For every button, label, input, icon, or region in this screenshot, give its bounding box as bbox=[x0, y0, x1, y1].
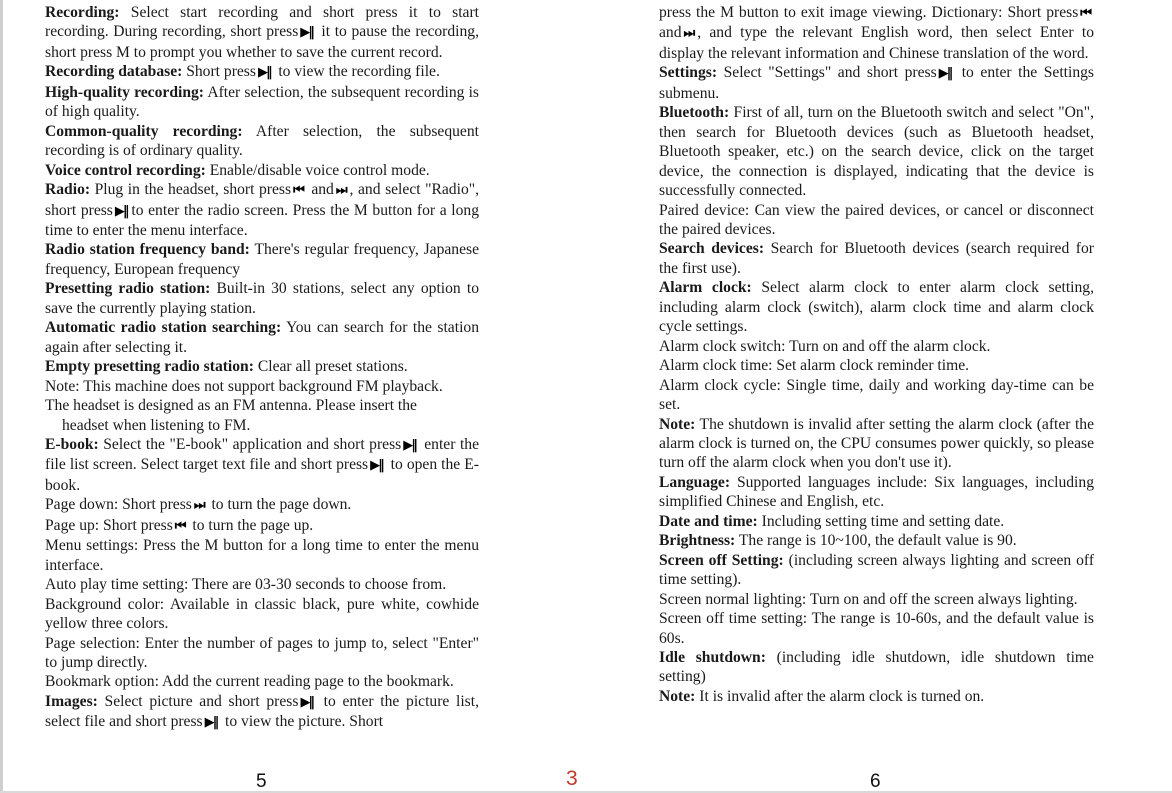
page-left-edge bbox=[0, 0, 3, 793]
language-paragraph: Language: Supported languages include: Six languages, including simplified Chinese and English, etc. bbox=[659, 473, 1094, 511]
antenna-note-continued: headset when listening to FM. bbox=[62, 416, 251, 434]
search-devices-paragraph: Search devices: Search for Bluetooth devices (search required for the first use). bbox=[659, 240, 1094, 277]
page-number-center: 3 bbox=[566, 767, 578, 790]
empty-preset-paragraph: Empty presetting radio station: Clear all preset stations. bbox=[45, 358, 408, 376]
play-pause-icon: ▶‖ bbox=[300, 25, 313, 41]
alarm-cycle-paragraph: Alarm clock cycle: Single time, daily and working day-time can be set. bbox=[659, 376, 1094, 414]
play-pause-icon: ▶‖ bbox=[403, 437, 416, 453]
brightness-paragraph: Brightness: The range is 10~100, the default value is 90. bbox=[659, 532, 1017, 550]
idle-shutdown-paragraph: Idle shutdown: (including idle shutdown, idle shutdown time setting) bbox=[659, 648, 1094, 686]
previous-icon: ⏮ bbox=[293, 183, 303, 199]
images-continued-paragraph: press the M button to exit image viewing. Dictionary: Short press ⏮and ⏭ , and type the relevant English word, then select Enter to display the relevant information and Chinese translation of the word. bbox=[659, 4, 1094, 62]
screen-off-paragraph: Screen off Setting: (including screen always lighting and screen off time setting). bbox=[659, 551, 1095, 589]
background-color-paragraph: Background color: Available in classic black, pure white, cowhide yellow three colors. bbox=[45, 595, 479, 633]
play-pause-icon: ▶‖ bbox=[114, 203, 128, 219]
previous-icon: ⏮ bbox=[1080, 6, 1090, 21]
settings-paragraph: Settings: Select "Settings" and short press ▶‖ to enter the Settings submenu. bbox=[659, 64, 1094, 102]
previous-icon: ⏮ bbox=[174, 518, 185, 534]
screen-normal-paragraph: Screen normal lighting: Turn on and off the screen always lighting. bbox=[659, 590, 1078, 608]
auto-search-paragraph: Automatic radio station searching: You can search for the station again after selecting it. bbox=[45, 319, 479, 356]
play-pause-icon: ▶‖ bbox=[257, 65, 271, 81]
page-down-paragraph: Page down: Short press ⏭ to turn the page down. bbox=[45, 495, 479, 515]
antenna-note-paragraph: The headset is designed as an FM antenna. Please insert the bbox=[45, 397, 417, 415]
play-pause-icon: ▶‖ bbox=[938, 66, 952, 82]
right-column bbox=[659, 3, 1094, 706]
alarm-time-paragraph: Alarm clock time: Set alarm clock reminder time. bbox=[659, 357, 970, 375]
next-icon: ⏭ bbox=[193, 498, 204, 514]
page-number-left: 5 bbox=[256, 771, 267, 792]
alarm-switch-paragraph: Alarm clock switch: Turn on and off the alarm clock. bbox=[659, 337, 991, 355]
next-icon: ⏭ bbox=[683, 26, 694, 42]
play-pause-icon: ▶‖ bbox=[370, 458, 383, 474]
paired-device-paragraph: Paired device: Can view the paired devices, or cancel or disconnect the paired devices. bbox=[659, 201, 1094, 238]
play-pause-icon: ▶‖ bbox=[204, 715, 218, 731]
presetting-paragraph: Presetting radio station: Built-in 30 stations, select any option to save the currently playing station. bbox=[45, 280, 479, 317]
recording-paragraph: Recording: Select start recording and short press it to start recording. During recording, short press ▶‖ it to pause the recording, short press M to prompt you whether to save the current record. bbox=[45, 4, 479, 61]
alarm-note-paragraph: Note: The shutdown is invalid after setting the alarm clock (after the alarm clock is turned on, the CPU consumes power quickly, so please turn off the alarm clock when you don't use it). bbox=[659, 415, 1094, 472]
voice-recording-paragraph: Voice control recording: Enable/disable voice control mode. bbox=[45, 161, 430, 179]
date-time-paragraph: Date and time: Including setting time and setting date. bbox=[659, 512, 1005, 530]
ebook-paragraph: E-book: Select the "E-book" application and short press ▶‖ enter the file list screen. Select target text file and short press ▶‖ to open the E-book. bbox=[45, 435, 480, 494]
next-icon: ⏭ bbox=[335, 183, 346, 199]
play-pause-icon: ▶‖ bbox=[300, 694, 313, 710]
left-column bbox=[45, 3, 479, 733]
recording-database-paragraph: Recording database: Short press ▶‖ to view the recording file. bbox=[45, 62, 479, 82]
menu-settings-paragraph: Menu settings: Press the M button for a long time to enter the menu interface. bbox=[45, 537, 479, 574]
common-recording-paragraph: Common-quality recording: After selection, the subsequent recording is of ordinary quality. bbox=[45, 122, 479, 160]
final-note-paragraph: Note: It is invalid after the alarm clock is turned on. bbox=[659, 687, 985, 705]
page-selection-paragraph: Page selection: Enter the number of pages to jump to, select "Enter" to jump directly. bbox=[45, 634, 479, 671]
frequency-band-paragraph: Radio station frequency band: There's regular frequency, Japanese frequency, European frequency bbox=[45, 241, 480, 278]
autoplay-paragraph: Auto play time setting: There are 03-30 seconds to choose from. bbox=[45, 576, 447, 594]
screen-time-paragraph: Screen off time setting: The range is 10-60s, and the default value is 60s. bbox=[659, 610, 1094, 647]
radio-paragraph: Radio: Plug in the headset, short press ⏮ and ⏭ , and select "Radio", short press ▶‖ to enter the radio screen. Press the M button for a long time to enter the menu interface. bbox=[45, 181, 479, 239]
fm-note-paragraph: Note: This machine does not support background FM playback. bbox=[45, 377, 443, 395]
page-up-paragraph: Page up: Short press ⏮ to turn the page up. bbox=[45, 516, 479, 536]
images-paragraph: Images: Select picture and short press ▶‖ to enter the picture list, select file and short press ▶‖ to view the picture. Short bbox=[45, 692, 479, 733]
alarm-clock-paragraph: Alarm clock: Select alarm clock to enter alarm clock setting, including alarm clock (switch), alarm clock time and alarm clock cycle settings. bbox=[659, 279, 1094, 336]
bluetooth-paragraph: Bluetooth: First of all, turn on the Bluetooth switch and select "On", then search for Bluetooth devices (such as Bluetooth headset, Bluetooth speaker, etc.) on the search device, click on the target device, the connection is displayed, indicating that the device is successfully connected. bbox=[659, 104, 1094, 200]
bookmark-paragraph: Bookmark option: Add the current reading page to the bookmark. bbox=[45, 673, 454, 691]
hq-recording-paragraph: High-quality recording: After selection, the subsequent recording is of high quality. bbox=[45, 83, 480, 121]
page-number-right: 6 bbox=[870, 771, 881, 792]
